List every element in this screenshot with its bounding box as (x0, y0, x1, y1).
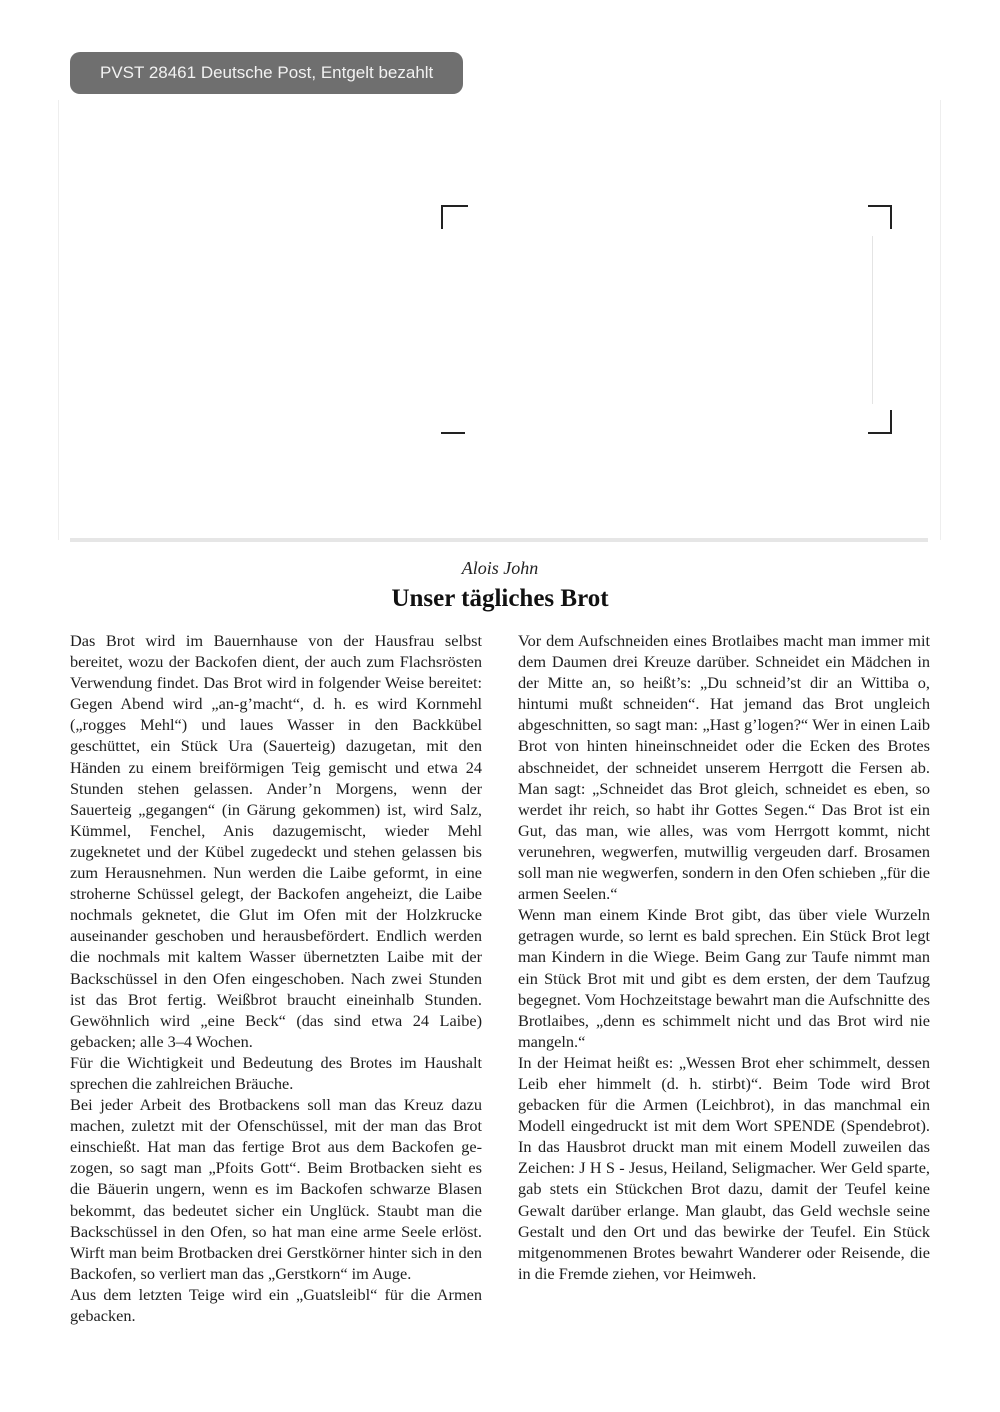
address-window-corner-top-right (868, 205, 892, 229)
article-title: Unser tägliches Brot (391, 585, 609, 612)
header-divider (70, 538, 928, 542)
scan-edge-left (58, 100, 59, 540)
paragraph: In der Heimat heißt es: „Wessen Brot eher schimmelt, dessen Leib eher himmelt (d. h. stirbt)“. Beim Tode wird Brot gebacken für die Armen (Leichbrot), in das manchmal ein Modell eingedruckt ist mit dem Wort SPENDE (Spendebrot). In das Hausbrot druckt man mit einem Modell zuweilen das Zeichen: J H S - Jesus, Heiland, Seligmacher. Wer Geld sparte, gab stets ein Stückchen Brot dazu, damit der Teufel keine Gewalt darüber erlange. Man glaubt, das Geld wechsle seine Gestalt und den Ort und das bewirke der Teufel. Ein Stück mitgenommenen Brotes bewahrt Wanderer oder Reisende, die in die Fremde ziehen, vor Heimweh. (518, 1052, 930, 1283)
paragraph: Bei jeder Arbeit des Brotbackens soll man das Kreuz dazu machen, zuletzt mit der Ofenschüssel, mit der man das Brot einschießt. Hat man das fertige Brot aus dem Backofen gezogen, so sagt man „Pfoits Gott“. Beim Brotbacken sieht es die Bäuerin ungern, wenn es im Backofen schwarze Blasen bekommt, das bedeutet sicher ein Unglück. Staubt man die Backschüssel in den Ofen, so hat man eine arme Seele erlöst. Wirft man beim Brotbacken drei Gerstkörner hinter sich in den Backofen, so verliert man das „Gerstkorn“ im Auge. (70, 1095, 482, 1283)
address-window-faint-edge (872, 236, 873, 404)
article-author: Alois John (461, 558, 539, 578)
paragraph: Das Brot wird im Bauernhause von der Hausfrau selbst bereitet, wozu der Backofen dient, der auch zum Flachsrösten Verwendung findet. Das Brot wird in folgender Weise bereitet: Gegen Abend wird „an-g’macht“, d. h. es wird Kornmehl („rogges Mehl“) und laues Wasser in den Backkübel geschüttet, ein Stück Ura (Sauerteig) dazugetan, mit den Händen zu einem breiförmigen Teig gemischt und etwa 24 Stunden stehen gelassen. Ander’n Morgens, wenn der Sauerteig „gegangen“ (in Gärung gekommen) ist, wird Salz, Kümmel, Fenchel, Anis dazugemischt, wieder Mehl zugeknetet und der Kübel zugedeckt und stehen gelassen bis zum Herausnehmen. Nun werden die Laibe geformt, in eine stroherne Schüssel gelegt, der Backofen angeheizt, die Laibe nochmals geknetet, die Glut im Ofen mit der Holzkrucke auseinander geschoben und herausbefördert. Endlich werden die nochmals mit kaltem Wasser übernetzten Laibe mit der Backschüssel in den Ofen eingeschoben. Nach zwei Stunden ist das Brot fertig. Weißbrot braucht eineinhalb Stunden. Gewöhnlich wird „eine Beck“ (das sind etwa 24 Laibe) gebacken; alle 3–4 Wochen. (70, 631, 482, 1051)
article-right-column (518, 630, 930, 1284)
address-window-corner-bottom-left (441, 432, 465, 434)
address-window-corner-top-left (441, 205, 468, 229)
paragraph: Aus dem letzten Teige wird ein „Guatsleibl“ für die Armen gebacken. (70, 1284, 482, 1325)
address-window-corner-bottom-right (868, 410, 892, 434)
postage-paid-strip: PVST 28461 Deutsche Post, Entgelt bezahlt (70, 52, 463, 94)
article-left-column (70, 630, 482, 1326)
paragraph: Für die Wichtigkeit und Bedeutung des Brotes im Haushalt sprechen die zahlreichen Bräuche. (70, 1052, 482, 1093)
paragraph: Vor dem Aufschneiden eines Brotlaibes macht man immer mit dem Daumen drei Kreuze darüber. Schneidet ein Mädchen in der Mitte an, so heißt’s: „Du schneid’st dir an Wittiba o, hintumi mußt schneiden“. Hat jemand das Brot ungleich abgeschnitten, so sagt man: „Hast g’logen?“ Wer in einen Laib Brot von hinten hineinschneidet oder die Ecken des Brotes abschneidet, der schneidet unserem Herrgott die Fersen ab. Man sagt: „Schneidet das Brot gleich, schneidet es eben, so werdet ihr reich, so habt ihr Gottes Segen.“ Das Brot ist ein Gut, das man, wie alles, was vom Herrgott kommt, nicht verunehren, wegwerfen, mutwillig vergeuden darf. Brosamen soll man nie wegwerfen, sondern in den Ofen schieben „für die armen Seelen.“ (518, 631, 930, 904)
paragraph: Wenn man einem Kinde Brot gibt, das über viele Wurzeln getragen wurde, so lernt es bald sprechen. Ein Stück Brot legt man Kindern in die Wiege. Beim Gang zur Taufe nimmt man ein Stück Brot mit und gibt es dem ersten, der dem Taufzug begegnet. Vom Hochzeitstage bewahrt man die Aufschnitte des Brotlaibes, „denn es schimmelt nicht und das Brot wird nie mangeln.“ (518, 905, 930, 1051)
scan-edge-right (940, 100, 941, 540)
